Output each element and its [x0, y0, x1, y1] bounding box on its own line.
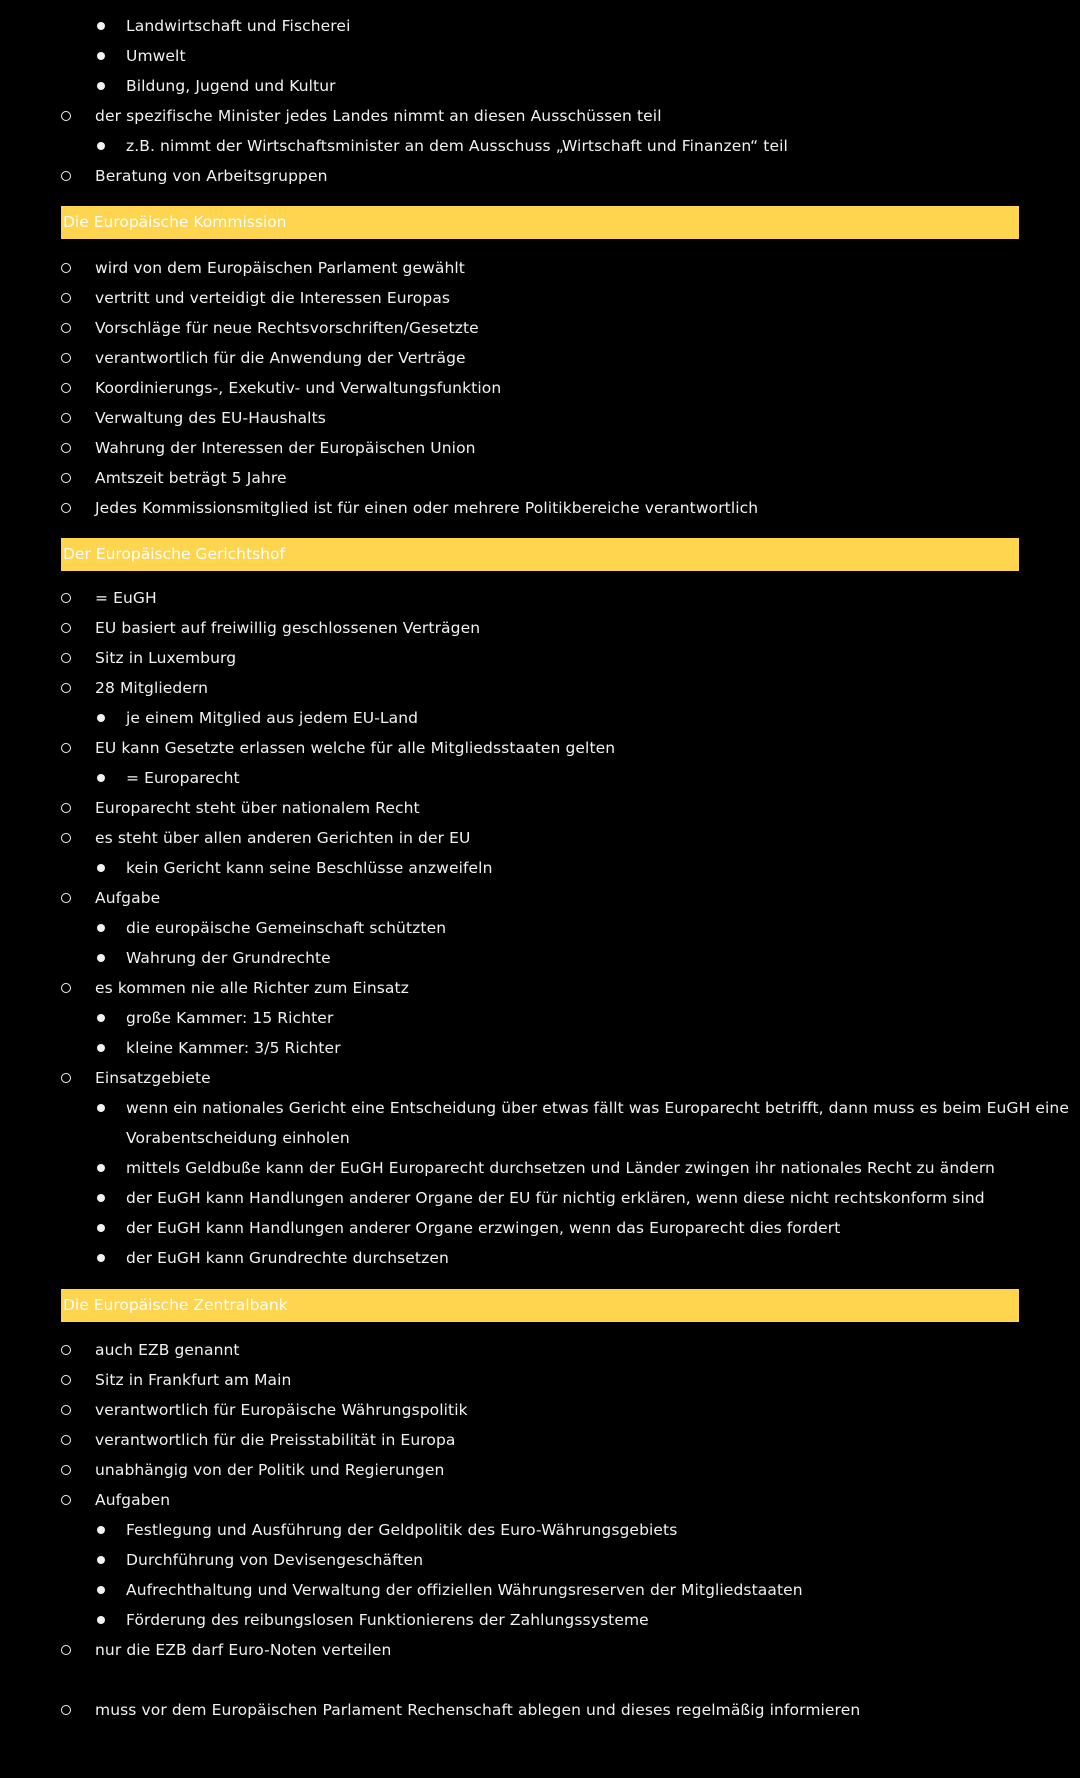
- sub-list-item: [0, 1218, 1080, 1240]
- list-item-text: Aufrechthaltung und Verwaltung der offiziellen Währungsreserven der Mitgliedstaaten: [126, 1581, 803, 1599]
- list-item-text: muss vor dem Europäischen Parlament Rechenschaft ablegen und dieses regelmäßig informieren: [95, 1701, 861, 1719]
- filled-circle-bullet-icon: [97, 864, 105, 872]
- list-item: [0, 1640, 1080, 1662]
- list-item: [0, 468, 1080, 490]
- list-item-text: Wahrung der Interessen der Europäischen Union: [95, 439, 476, 457]
- sub-list-item: [0, 1038, 1080, 1060]
- section-heading: Die Europäische Kommission: [61, 206, 1019, 239]
- filled-circle-bullet-icon: [97, 1224, 105, 1232]
- sub-list-item: [0, 1248, 1080, 1270]
- list-item-text: Landwirtschaft und Fischerei: [126, 17, 351, 35]
- list-item: [0, 618, 1080, 640]
- hollow-circle-bullet-icon: [61, 803, 71, 813]
- sub-list-item: [0, 16, 1080, 38]
- list-item: [0, 1340, 1080, 1362]
- list-item-text: Sitz in Luxemburg: [95, 649, 237, 667]
- list-item: [0, 678, 1080, 700]
- hollow-circle-bullet-icon: [61, 1645, 71, 1655]
- list-item: [0, 438, 1080, 460]
- list-item: [0, 978, 1080, 1000]
- filled-circle-bullet-icon: [97, 1194, 105, 1202]
- filled-circle-bullet-icon: [97, 1586, 105, 1594]
- list-item-text: Durchführung von Devisengeschäften: [126, 1551, 424, 1569]
- section-heading: Der Europäische Gerichtshof: [61, 538, 1019, 571]
- sub-list-item: [0, 1520, 1080, 1542]
- list-item-text: Europarecht steht über nationalem Recht: [95, 799, 420, 817]
- list-item: [0, 408, 1080, 430]
- hollow-circle-bullet-icon: [61, 473, 71, 483]
- sub-list-item: [0, 1610, 1080, 1632]
- hollow-circle-bullet-icon: [61, 1495, 71, 1505]
- sub-list-item: [0, 76, 1080, 98]
- list-item-text: Jedes Kommissionsmitglied ist für einen oder mehrere Politikbereiche verantwortlich: [95, 499, 759, 517]
- list-item: [0, 1068, 1080, 1090]
- list-item: [0, 498, 1080, 520]
- filled-circle-bullet-icon: [97, 142, 105, 150]
- hollow-circle-bullet-icon: [61, 593, 71, 603]
- hollow-circle-bullet-icon: [61, 263, 71, 273]
- hollow-circle-bullet-icon: [61, 171, 71, 181]
- hollow-circle-bullet-icon: [61, 1375, 71, 1385]
- list-item-text: Verwaltung des EU-Haushalts: [95, 409, 326, 427]
- list-item-text: Amtszeit beträgt 5 Jahre: [95, 469, 287, 487]
- list-item: [0, 288, 1080, 310]
- hollow-circle-bullet-icon: [61, 833, 71, 843]
- hollow-circle-bullet-icon: [61, 503, 71, 513]
- list-item-text: kein Gericht kann seine Beschlüsse anzweifeln: [126, 859, 493, 877]
- list-item-text: mittels Geldbuße kann der EuGH Europarecht durchsetzen und Länder zwingen ihr nationales Recht zu ändern: [126, 1159, 995, 1177]
- sub-list-item: [0, 918, 1080, 940]
- list-item-text: Vorschläge für neue Rechtsvorschriften/Gesetzte: [95, 319, 479, 337]
- list-item-text: nur die EZB darf Euro-Noten verteilen: [95, 1641, 392, 1659]
- filled-circle-bullet-icon: [97, 774, 105, 782]
- sub-list-item: [0, 948, 1080, 970]
- hollow-circle-bullet-icon: [61, 623, 71, 633]
- hollow-circle-bullet-icon: [61, 1465, 71, 1475]
- list-item: [0, 738, 1080, 760]
- list-item-text: Sitz in Frankfurt am Main: [95, 1371, 292, 1389]
- list-item-text: die europäische Gemeinschaft schützten: [126, 919, 447, 937]
- list-item-text: unabhängig von der Politik und Regierungen: [95, 1461, 445, 1479]
- filled-circle-bullet-icon: [97, 924, 105, 932]
- list-item: [0, 1400, 1080, 1422]
- list-item-text: Beratung von Arbeitsgruppen: [95, 167, 328, 185]
- hollow-circle-bullet-icon: [61, 443, 71, 453]
- list-item-text: kleine Kammer: 3/5 Richter: [126, 1039, 341, 1057]
- hollow-circle-bullet-icon: [61, 413, 71, 423]
- list-item: [0, 798, 1080, 820]
- list-item-text: es steht über allen anderen Gerichten in der EU: [95, 829, 471, 847]
- filled-circle-bullet-icon: [97, 52, 105, 60]
- hollow-circle-bullet-icon: [61, 1345, 71, 1355]
- list-item: [0, 1430, 1080, 1452]
- filled-circle-bullet-icon: [97, 82, 105, 90]
- list-item-text: vertritt und verteidigt die Interessen Europas: [95, 289, 451, 307]
- hollow-circle-bullet-icon: [61, 383, 71, 393]
- list-item-text: der EuGH kann Grundrechte durchsetzen: [126, 1249, 449, 1267]
- list-item-text: es kommen nie alle Richter zum Einsatz: [95, 979, 409, 997]
- list-item-text: Förderung des reibungslosen Funktionierens der Zahlungssysteme: [126, 1611, 649, 1629]
- list-item-text: verantwortlich für die Anwendung der Verträge: [95, 349, 466, 367]
- list-item-text: Aufgaben: [95, 1491, 171, 1509]
- list-item: [0, 828, 1080, 850]
- filled-circle-bullet-icon: [97, 954, 105, 962]
- list-item-text: Bildung, Jugend und Kultur: [126, 77, 336, 95]
- hollow-circle-bullet-icon: [61, 683, 71, 693]
- list-item: [0, 1700, 1080, 1722]
- list-item: [0, 1460, 1080, 1482]
- list-item-text: Koordinierungs-, Exekutiv- und Verwaltungsfunktion: [95, 379, 502, 397]
- hollow-circle-bullet-icon: [61, 1705, 71, 1715]
- list-item-text: wird von dem Europäischen Parlament gewählt: [95, 259, 465, 277]
- filled-circle-bullet-icon: [97, 22, 105, 30]
- list-item-continuation: [0, 1128, 1080, 1150]
- list-item-text: 28 Mitgliedern: [95, 679, 209, 697]
- filled-circle-bullet-icon: [97, 1526, 105, 1534]
- list-item-text: große Kammer: 15 Richter: [126, 1009, 334, 1027]
- filled-circle-bullet-icon: [97, 1164, 105, 1172]
- filled-circle-bullet-icon: [97, 1104, 105, 1112]
- list-item-text: Festlegung und Ausführung der Geldpolitik des Euro-Währungsgebiets: [126, 1521, 678, 1539]
- list-item-text: Umwelt: [126, 47, 186, 65]
- sub-list-item: [0, 708, 1080, 730]
- list-item-text: Einsatzgebiete: [95, 1069, 211, 1087]
- sub-list-item: [0, 46, 1080, 68]
- sub-list-item: [0, 1158, 1080, 1180]
- sub-list-item: [0, 858, 1080, 880]
- hollow-circle-bullet-icon: [61, 111, 71, 121]
- list-item-text: der EuGH kann Handlungen anderer Organe der EU für nichtig erklären, wenn diese nicht rechtskonform sind: [126, 1189, 985, 1207]
- list-item: [0, 106, 1080, 128]
- hollow-circle-bullet-icon: [61, 1405, 71, 1415]
- list-item: [0, 348, 1080, 370]
- sub-list-item: [0, 1550, 1080, 1572]
- sub-list-item: [0, 1580, 1080, 1602]
- filled-circle-bullet-icon: [97, 1014, 105, 1022]
- section-heading: Die Europäische Zentralbank: [61, 1289, 1019, 1322]
- filled-circle-bullet-icon: [97, 1254, 105, 1262]
- hollow-circle-bullet-icon: [61, 743, 71, 753]
- sub-list-item: [0, 1008, 1080, 1030]
- hollow-circle-bullet-icon: [61, 983, 71, 993]
- list-item-text: = EuGH: [95, 589, 157, 607]
- list-item-text: der spezifische Minister jedes Landes nimmt an diesen Ausschüssen teil: [95, 107, 662, 125]
- list-item-text: verantwortlich für die Preisstabilität in Europa: [95, 1431, 456, 1449]
- list-item: [0, 648, 1080, 670]
- hollow-circle-bullet-icon: [61, 293, 71, 303]
- list-item-text: Vorabentscheidung einholen: [126, 1129, 350, 1147]
- list-item-text: EU kann Gesetzte erlassen welche für alle Mitgliedsstaaten gelten: [95, 739, 616, 757]
- sub-list-item: [0, 1188, 1080, 1210]
- hollow-circle-bullet-icon: [61, 653, 71, 663]
- list-item: [0, 166, 1080, 188]
- filled-circle-bullet-icon: [97, 1044, 105, 1052]
- list-item-text: wenn ein nationales Gericht eine Entscheidung über etwas fällt was Europarecht betrifft, dann muss es beim EuGH eine: [126, 1099, 1069, 1117]
- list-item: [0, 588, 1080, 610]
- list-item-text: der EuGH kann Handlungen anderer Organe erzwingen, wenn das Europarecht dies fordert: [126, 1219, 841, 1237]
- list-item-text: je einem Mitglied aus jedem EU-Land: [126, 709, 419, 727]
- list-item-text: auch EZB genannt: [95, 1341, 240, 1359]
- filled-circle-bullet-icon: [97, 1556, 105, 1564]
- list-item-text: z.B. nimmt der Wirtschaftsminister an dem Ausschuss „Wirtschaft und Finanzen“ teil: [126, 137, 788, 155]
- filled-circle-bullet-icon: [97, 714, 105, 722]
- hollow-circle-bullet-icon: [61, 1435, 71, 1445]
- list-item: [0, 888, 1080, 910]
- hollow-circle-bullet-icon: [61, 323, 71, 333]
- sub-list-item: [0, 1098, 1080, 1120]
- list-item-text: = Europarecht: [126, 769, 240, 787]
- hollow-circle-bullet-icon: [61, 353, 71, 363]
- list-item: [0, 1490, 1080, 1512]
- filled-circle-bullet-icon: [97, 1616, 105, 1624]
- list-item: [0, 1370, 1080, 1392]
- list-item: [0, 258, 1080, 280]
- hollow-circle-bullet-icon: [61, 1073, 71, 1083]
- list-item-text: Wahrung der Grundrechte: [126, 949, 331, 967]
- list-item-text: EU basiert auf freiwillig geschlossenen Verträgen: [95, 619, 481, 637]
- hollow-circle-bullet-icon: [61, 893, 71, 903]
- sub-list-item: [0, 136, 1080, 158]
- sub-list-item: [0, 768, 1080, 790]
- list-item: [0, 318, 1080, 340]
- list-item: [0, 378, 1080, 400]
- list-item-text: Aufgabe: [95, 889, 161, 907]
- list-item-text: verantwortlich für Europäische Währungspolitik: [95, 1401, 468, 1419]
